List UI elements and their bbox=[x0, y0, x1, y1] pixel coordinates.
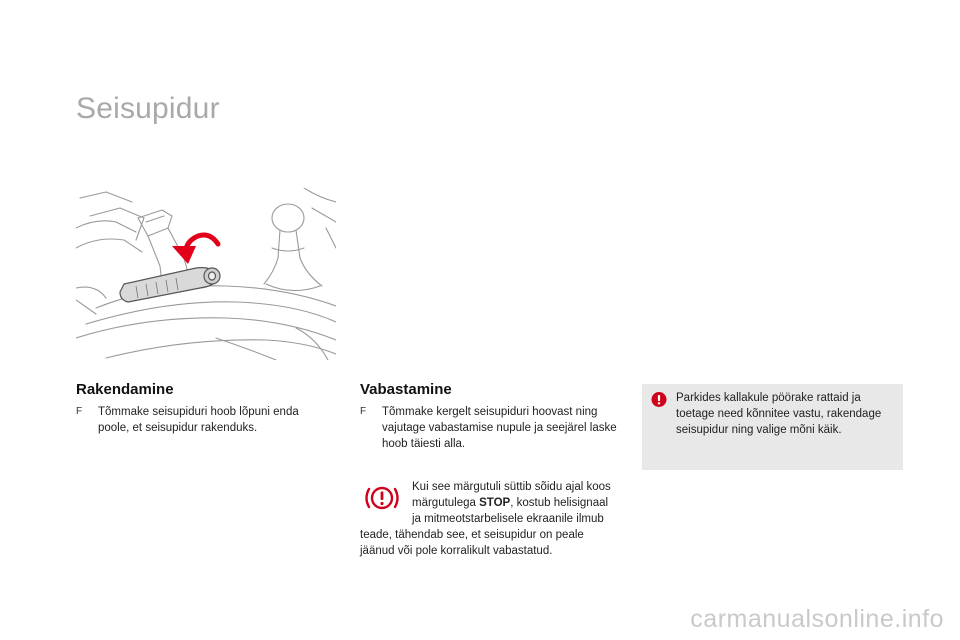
parking-brake-illustration bbox=[76, 188, 336, 360]
release-instruction bbox=[360, 404, 620, 452]
pull-arrow-icon bbox=[172, 235, 218, 264]
release-instruction-text: Tõmmake kergelt seisupiduri hoovast ning vajutage vabastamise nupule ja seejärel laske hoob täiesti alla. bbox=[382, 406, 617, 450]
apply-heading: Rakendamine bbox=[76, 381, 174, 398]
exclamation-icon bbox=[651, 392, 667, 407]
lamp-text-end: , kostub helisignaal ja mitmeotstarbelisele ekraanile ilmub teade, tähendab see, et seisupidur on peale jäänud või pole korralikult vabastatud. bbox=[360, 497, 609, 557]
parking-note-text: Parkides kallakule pöörake rattaid ja toetage need kõnnitee vastu, rakendage seisupidur ning valige mõni käik. bbox=[676, 392, 882, 436]
parking-note bbox=[642, 384, 903, 470]
bullet-marker: F bbox=[360, 406, 367, 417]
warning-lamp-description bbox=[360, 479, 612, 559]
bullet-marker: F bbox=[76, 406, 83, 417]
parking-brake-drawing bbox=[76, 188, 336, 360]
release-heading: Vabastamine bbox=[360, 381, 452, 398]
stop-label: STOP bbox=[479, 497, 511, 509]
lamp-text-start: Kui see märgutuli süttib sõidu ajal koos märgutulega bbox=[412, 481, 611, 509]
page-title: Seisupidur bbox=[76, 92, 220, 125]
apply-instruction bbox=[76, 404, 326, 436]
apply-instruction-text: Tõmmake seisupiduri hoob lõpuni enda poole, et seisupidur rakenduks. bbox=[98, 406, 299, 434]
watermark: carmanualsonline.info bbox=[690, 605, 944, 633]
